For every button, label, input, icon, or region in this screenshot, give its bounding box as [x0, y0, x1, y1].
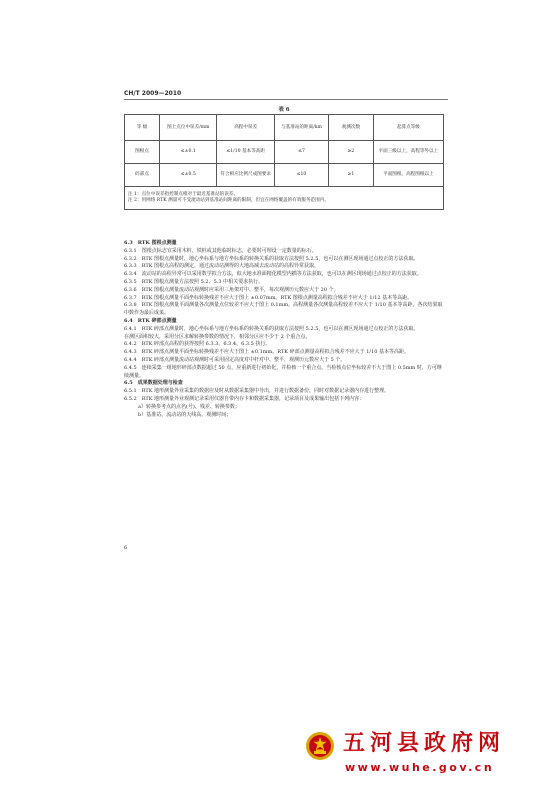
- table-header-cell: 观测次数: [329, 115, 374, 141]
- paragraph: 6.4.1 RTK 碎部点测量时，地心坐标系与地方坐标系的转换关系的获取方法按照 5.2.5，也可以在测区现场通过点校正的方法获取。: [124, 325, 419, 332]
- paragraph: 6.4.4 RTK 碎部点测量流动站观测时可采用固定高度对中杆对中、整平，观测历元数应大于 5 个。: [124, 356, 346, 363]
- paragraph: 6.5.1 RTK 地形测量外业采集的数据应及时从数据采集器中导出，并进行数据备份，同时对数据记录器内存进行整理。: [124, 388, 390, 395]
- table-cell: ≤±0.1: [160, 141, 217, 164]
- table-cell: 碎部点: [125, 164, 160, 187]
- paragraph: 6.3.8 RTK 图根点测量平面测量各次测量点位较差不应大于图上 0.1mm，高程测量各次测量高程较差不应大于 1/10 基本等高距，各次结果取中数作为最后成果。: [124, 302, 443, 317]
- table-cell: ≤7: [274, 141, 328, 164]
- table-cell: 平面三级以上，高程等外以上: [373, 141, 443, 164]
- paragraph: 6.3.5 RTK 图根点测量方法按照 5.2、5.3 中相关要求执行。: [124, 278, 264, 285]
- page-number: 6: [124, 545, 128, 551]
- document-body: [124, 240, 446, 419]
- table-notes-row: [125, 187, 444, 210]
- table-row: [125, 164, 444, 187]
- paragraph: 6.4.3 RTK 碎部点测量平面坐标转换残差不应大于图上 ±0.1mm。RTK 碎部点测量高程拟合残差不应大于 1/10 基本等高距。: [124, 349, 410, 356]
- paragraph: 6.4.5 连续采集一组地形碎部点数据超过 50 点，应重新进行初始化，并检核一个重合点。当检核点位坐标较差不大于图上 0.5mm 时，方可继续测量。: [124, 364, 442, 379]
- document-page: [108, 78, 460, 578]
- accuracy-table: [124, 114, 444, 210]
- list-item: a）转换参考点的点名(号)、残差、转换参数；: [138, 403, 240, 410]
- table-cell: ≥2: [329, 141, 374, 164]
- table-header-cell: 与基准站的距离/km: [274, 115, 328, 141]
- paragraph: 6.3.1 图根点标志宜采用木桩、铁桩或其他临时标志，必要时可埋设一定数量的标石。: [124, 247, 317, 254]
- list-item: b）基准站、流动站的天线高、观测时间；: [138, 411, 232, 418]
- table-header-cell: 等 级: [125, 115, 160, 141]
- site-name-watermark: 五河县政府网: [343, 731, 506, 756]
- table-header-row: [125, 115, 444, 141]
- table-cell: 平面图根、高程图根以上: [373, 164, 443, 187]
- table-note: 注 1：点位中误差指控制点相对于最近基准站的误差。: [128, 191, 239, 197]
- header-rule: [124, 99, 448, 100]
- table-row: [125, 141, 444, 164]
- paragraph: 6.3.2 RTK 图根点测量时，地心坐标系与地方坐标系的转换关系的获取方法按照 5.2.5，也可以在测区现场通过点校正的方法获取。: [124, 255, 419, 262]
- section-heading: 6.5 成果数据处理与检查: [124, 380, 183, 387]
- paragraph: 6.4.2 RTK 碎部点高程的获得按照 6.3.3、6.3.4、6.3.5 执行。: [124, 341, 271, 348]
- paragraph: 6.5.2 RTK 地形测量外业观测记录采用仪器自带内存卡和数据采集器，记录项目及成果输出包括下列内容：: [124, 395, 365, 402]
- standard-number: CH/T 2009—2010: [124, 90, 182, 97]
- paragraph: 在测区面积较大，采用分区求解转换参数的情况下，相邻分区应不少于 2 个重合点。: [124, 333, 311, 340]
- table-header-cell: 图上点位中误差/mm: [160, 115, 217, 141]
- site-url-watermark: www.wuhe.gov.cn: [345, 761, 495, 774]
- table-cell: 图根点: [125, 141, 160, 164]
- paragraph: 6.3.7 RTK 图根点测量平面坐标转换残差不应大于图上 ±0.07mm。RTK 图根点测量高程拟合残差不应大于 1/12 基本等高距。: [124, 294, 413, 301]
- table-notes: [125, 187, 444, 210]
- table-header-cell: 起算点等级: [373, 115, 443, 141]
- section-heading: 6.4 RTK 碎部点测量: [124, 317, 177, 324]
- national-emblem-icon: [305, 731, 335, 761]
- paragraph: 6.3.4 流动站的高程异常可以采用数学拟合方法，似大地水准面精化模型内插等方法获取，也可以在测区现场通过点校正的方法获取。: [124, 271, 422, 278]
- table-note: 注 2：用网络 RTK 测量可不受流动站到基准站间距离的限制，但宜在网络覆盖的有效服务范围内。: [128, 198, 329, 203]
- table-cell: 符合相应比例尺成图要求: [217, 164, 274, 187]
- table-cell: ≤±0.5: [160, 164, 217, 187]
- section-heading: 6.3 RTK 图根点测量: [124, 240, 177, 246]
- table-cell: ≥1: [329, 164, 374, 187]
- table-cell: ≤1/10 基本等高距: [217, 141, 274, 164]
- paragraph: 6.3.6 RTK 图根点测量流动站观测时应采用三角架对中、整平，每次观测历元数应大于 20 个。: [124, 286, 339, 293]
- table-caption: 表 6: [278, 107, 290, 113]
- table-cell: ≤10: [274, 164, 328, 187]
- paragraph: 6.3.3 RTK 图根点高程的测定，通过流动站测得的大地高减去流动站的高程异常获取。: [124, 263, 320, 270]
- table-header-cell: 高程中误差: [217, 115, 274, 141]
